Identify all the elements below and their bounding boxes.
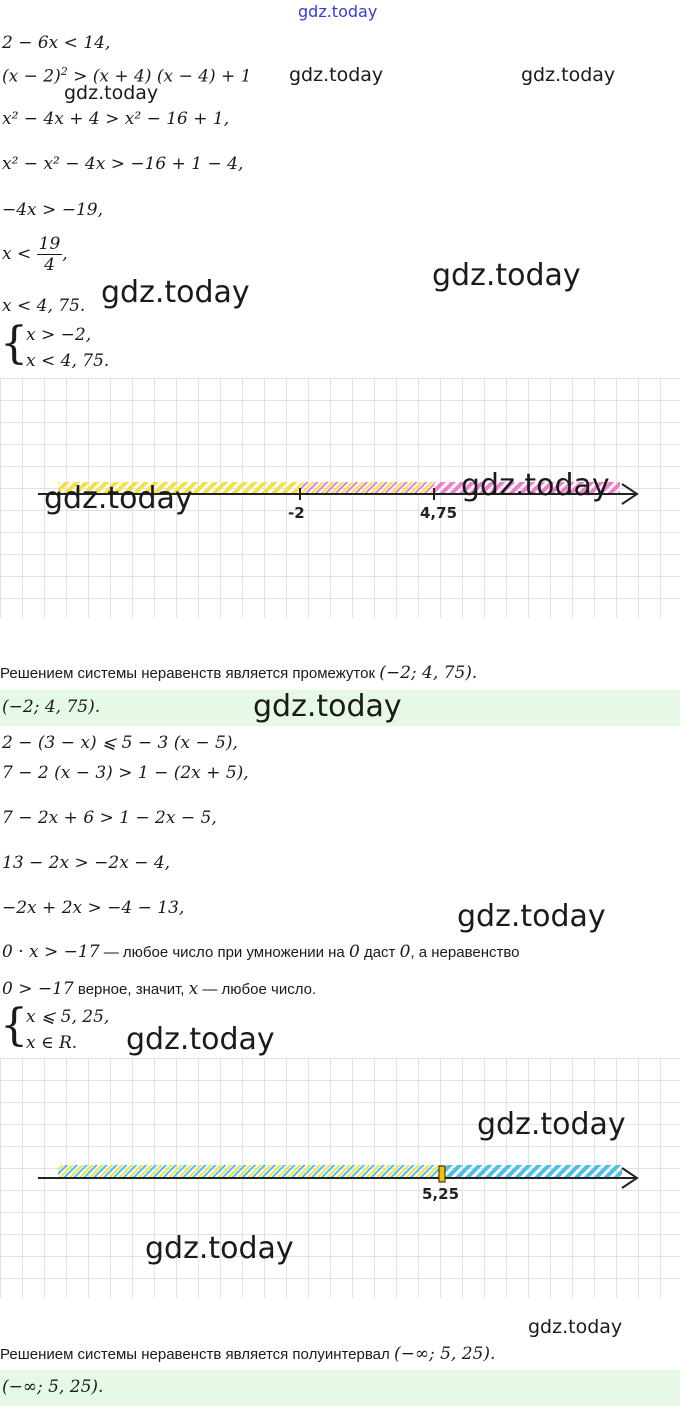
system-line: x < 4, 75.: [26, 351, 110, 371]
solution-interval: (−∞; 5, 25).: [393, 1344, 496, 1364]
equation-part: x: [188, 979, 199, 999]
watermark: gdz.today: [528, 1316, 623, 1338]
tick-label: 4,75: [420, 504, 458, 522]
watermark: gdz.today: [457, 899, 606, 934]
answer-value: (−2; 4, 75).: [2, 697, 101, 717]
fraction-numerator: 19: [38, 234, 61, 254]
watermark: gdz.today: [289, 64, 384, 86]
equation-line: 2 − 6x < 14,: [2, 33, 111, 53]
hatch-overlap: [58, 1165, 442, 1177]
system-brace: {: [0, 318, 28, 369]
system-line: x ⩽ 5, 25,: [26, 1007, 110, 1027]
answer-box: [0, 690, 680, 726]
tick-label: 5,25: [422, 1185, 460, 1203]
equation-line: 13 − 2x > −2x − 4,: [2, 853, 171, 873]
equation-line: 7 − 2 (x − 3) > 1 − (2x + 5),: [2, 763, 249, 783]
equation-part: 0: [348, 942, 360, 962]
explanation-line: [2, 979, 316, 999]
watermark: gdz.today: [126, 1022, 275, 1057]
fraction-denominator: 4: [44, 255, 55, 275]
watermark: gdz.today: [253, 689, 402, 724]
hatch-blue: [442, 1165, 622, 1177]
explanation-line: [2, 942, 520, 962]
watermark: gdz.today: [44, 481, 193, 516]
equation-part: > (x + 4) (x − 4) + 1: [67, 66, 252, 87]
explanation-text: — любое число.: [198, 981, 317, 998]
number-line-grid: [0, 378, 680, 618]
equation-line: [2, 234, 68, 275]
watermark: gdz.today: [64, 82, 159, 104]
equation-line: 2 − (3 − x) ⩽ 5 − 3 (x − 5),: [2, 733, 238, 753]
equation-part: x <: [2, 244, 32, 264]
equation-part: 0: [399, 942, 411, 962]
fraction: [37, 234, 63, 275]
explanation-text: — любое число при умножении на: [99, 944, 349, 961]
watermark: gdz.today: [432, 258, 581, 293]
equation-line: x² − 4x + 4 > x² − 16 + 1,: [2, 109, 230, 129]
solution-sentence: [0, 663, 477, 683]
equation-line: x < 4, 75.: [2, 296, 86, 316]
hatch-overlap: [300, 482, 434, 494]
equation-line: −2x + 2x > −4 − 13,: [2, 898, 185, 918]
equation-part: (x − 2): [2, 66, 61, 87]
solution-interval: (−2; 4, 75).: [379, 663, 478, 683]
closed-point: [439, 1166, 445, 1182]
equation-part: 0 · x > −17: [2, 942, 100, 962]
solution-sentence: [0, 1344, 495, 1364]
watermark: gdz.today: [101, 275, 250, 310]
answer-value: (−∞; 5, 25).: [2, 1377, 104, 1397]
watermark: gdz.today: [145, 1231, 294, 1266]
equation-line: x² − x² − 4x > −16 + 1 − 4,: [2, 154, 244, 174]
watermark: gdz.today: [461, 468, 610, 503]
system-line: x ∈ R.: [26, 1033, 78, 1053]
number-line-2: [0, 1058, 680, 1298]
equation-part: 0 > −17: [2, 979, 74, 999]
equation-line: 7 − 2x + 6 > 1 − 2x − 5,: [2, 808, 217, 828]
number-line-grid: [0, 1058, 680, 1298]
watermark: gdz.today: [521, 64, 616, 86]
explanation-text: даст: [359, 944, 400, 961]
watermark-top: gdz.today: [298, 2, 378, 21]
system-brace: {: [0, 1000, 28, 1051]
explanation-text: , а неравенство: [410, 944, 520, 961]
explanation-text: верное, значит,: [73, 981, 189, 998]
equation-line: −4x > −19,: [2, 200, 103, 220]
answer-box: [0, 1370, 680, 1406]
tick-label: -2: [288, 504, 305, 522]
solution-text: Решением системы неравенств является полуинтервал: [0, 1346, 390, 1363]
watermark: gdz.today: [477, 1107, 626, 1142]
solution-text: Решением системы неравенств является промежуток: [0, 665, 376, 682]
equation-part: ,: [62, 244, 68, 264]
exponent: 2: [60, 65, 68, 78]
system-line: x > −2,: [26, 325, 92, 345]
